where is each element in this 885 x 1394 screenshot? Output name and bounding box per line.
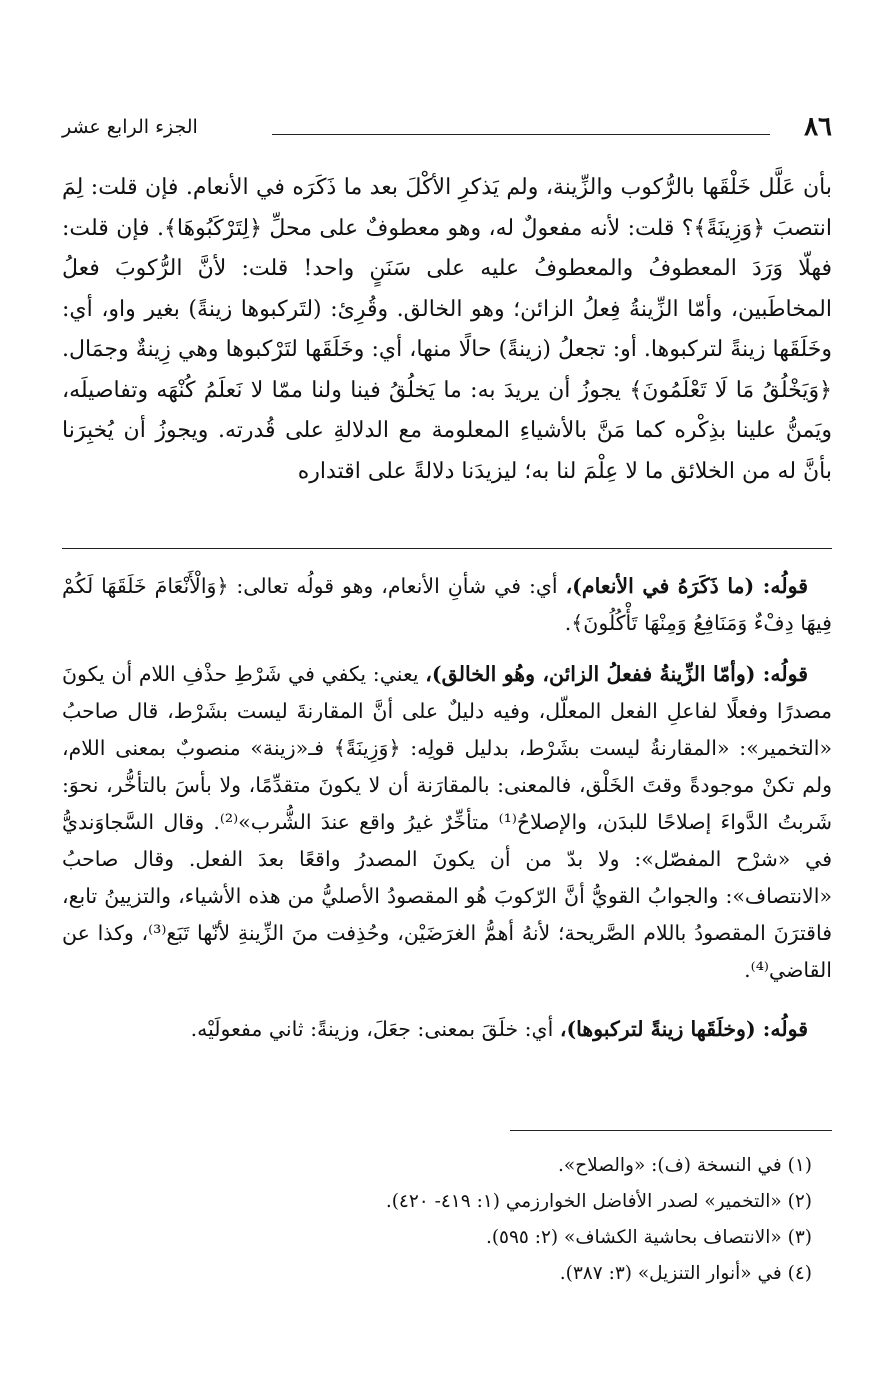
footnote: (١) في النسخة (ف): «والصلاح». xyxy=(558,1155,812,1176)
footnote: (٣) «الانتصاف بحاشية الكشاف» (٢: ٥٩٥). xyxy=(485,1227,812,1248)
commentary xyxy=(62,568,832,1062)
header-rule xyxy=(272,134,770,135)
running-title: الجزء الرابع عشر xyxy=(62,116,198,138)
commentary-lead: قولُه: (وأمّا الزِّينةُ ففعلُ الزائن، وهُو الخالق)، xyxy=(425,662,809,686)
footnotes xyxy=(62,1148,812,1292)
commentary-text: أي: في شأنِ الأنعام، وهو قولُه تعالى: ﴿وَالْأَنْعَامَ خَلَقَهَا لَكُمْ فِيهَا دِفْءٌ وَمَنَافِعُ وَمِنْهَا تَأْكُلُونَ﴾. xyxy=(62,574,832,635)
commentary-paragraph xyxy=(62,1011,832,1048)
page-header xyxy=(62,112,832,152)
main-text: بأن عَلَّل خَلْقَها بالرُّكوب والزِّينة، ولم يَذكرِ الأكْلَ بعد ما ذَكَرَه في الأنعام. فإن قلت: لِمَ انتصبَ ﴿وَزِينَةً﴾؟ قلت: لأنه مفعولٌ له، وهو معطوفٌ على محلِّ ﴿لِتَرْكَبُوهَا﴾. فإن قلت: فهلّا وَرَدَ المعطوفُ والمعطوفُ عليه على سَنَنٍ واحد! قلت: لأنَّ الرُّكوبَ فعلُ المخاطَبين، وأمّا الزِّينةُ فِعلُ الزائن؛ وهو الخالق. وقُرِئ: (لتَركبوها زينةً) بغير واو، أي: وخَلَقَها زينةً لتركبوها. أو: تجعلُ (زينةً) حالًا منها، أي: وخَلَقَها لتَرْكبوها وهي زِينةٌ وجمَال. ﴿وَيَخْلُقُ مَا لَا تَعْلَمُونَ﴾ يجوزُ أن يريدَ به: ما يَخلُقُ فينا ولنا ممّا لا نَعلَمُ كُنْهَه وتفاصيلَه، ويَمنُّ علينا بذِكْره كما مَنَّ بالأشياءِ المعلومة مع الدلالةِ على قُدرته. ويجوزُ أن يُخبِرَنا بأنَّ له من الخلائق ما لا عِلْمَ لنا به؛ ليزيدَنا دلالةً على اقتداره xyxy=(62,175,832,484)
commentary-paragraph xyxy=(62,656,832,989)
footnote: (٤) في «أنوار التنزيل» (٣: ٣٨٧). xyxy=(559,1263,812,1284)
commentary-text: يعني: يكفي في شَرْطِ حذْفِ اللام أن يكونَ مصدرًا وفعلًا لفاعلِ الفعل المعلّل، وفيه دليلٌ على أنَّ المقارنةَ ليست بشَرْط، قال صاحبُ «التخمير»: «المقارنةُ ليست بشَرْط، بدليل قولِه: ﴿وَزِينَةً﴾ فـ«زينة» منصوبٌ بمعنى اللام، ولم تكنْ موجودةً وقتَ الخَلْق، فالمعنى: بالمقارَنة أن لا يكونَ متقدِّمًا، ولا بأسَ بالتأخُّر، نحوَ: شَربتُ الدَّواءَ إصلاحًا للبدَن، والإصلاحُ⁽¹⁾ متأخِّرٌ غيرُ واقع عندَ الشُّرب»⁽²⁾. وقال السَّجاوَنديُّ في «شرْح المفصّل»: ولا بدّ من أن يكونَ المصدرُ واقعًا بعدَ الفعل. وقال صاحبُ «الانتصاف»: والجوابُ القويُّ أنَّ الرّكوبَ هُو المقصودُ الأصليُّ من هذه الأشياء، والتزيينُ تابع، فاقترَنَ المقصودُ باللام الصَّريحة؛ لأنهُ أهمُّ الغرَضَيْن، وحُذِفت منَ الزِّينةِ لأنّها تَبَع⁽³⁾، وكذا عن القاضي⁽⁴⁾. xyxy=(62,662,833,982)
commentary-paragraph xyxy=(62,568,832,642)
footnote: (٢) «التخمير» لصدر الأفاضل الخوارزمي (١: ٤١٩- ٤٢٠). xyxy=(385,1191,812,1212)
page-number: ٨٦ xyxy=(804,112,832,142)
commentary-lead: قولُه: (وخلَقَها زينةً لتركبوها)، xyxy=(559,1017,808,1041)
commentary-lead: قولُه: (ما ذَكَرَهُ في الأنعام)، xyxy=(565,574,808,598)
commentary-text: أي: خلَقَ بمعنى: جعَلَ، وزينةً: ثاني مفعولَيْه. xyxy=(190,1017,560,1041)
section-divider xyxy=(62,548,832,549)
footnote-rule xyxy=(510,1130,832,1131)
